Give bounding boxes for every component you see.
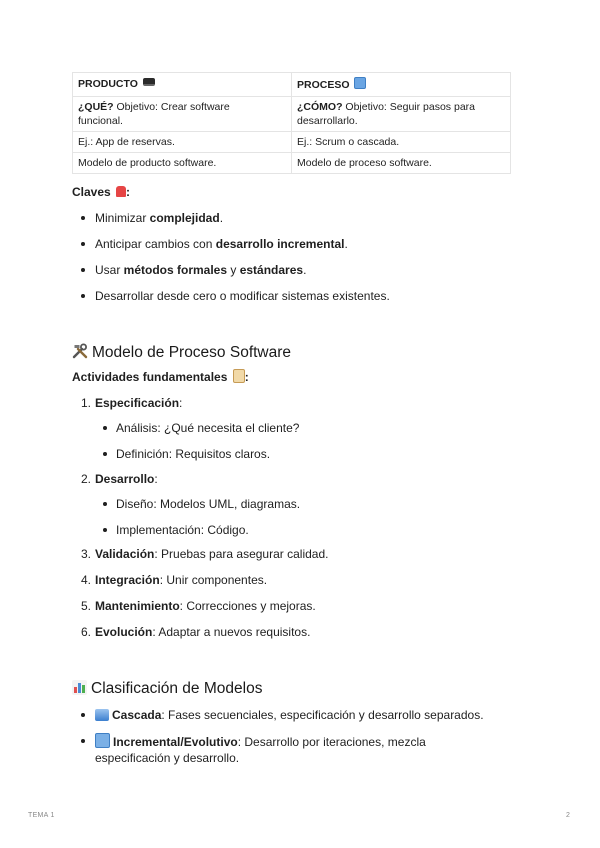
comparison-table: [72, 72, 511, 174]
table-row: [73, 132, 511, 153]
table-header-row: [73, 73, 511, 97]
footer-chapter: TEMA 1: [28, 812, 55, 819]
repeat-icon: [95, 733, 110, 748]
header-proceso: PROCESO: [292, 73, 511, 97]
list-item: Diseño: Modelos UML, diagramas.: [116, 496, 300, 522]
list-item: 6. Evolución: Adaptar a nuevos requisitos.: [80, 625, 311, 639]
list-item: Anticipar cambios con desarrollo incremental.: [95, 236, 390, 262]
actividades-label: Actividades fundamentales :: [72, 370, 249, 384]
list-item: Usar métodos formales y estándares.: [95, 262, 390, 288]
table-row: [73, 97, 511, 132]
header-producto: PRODUCTO: [73, 73, 292, 97]
table-cell: Modelo de proceso software.: [292, 153, 511, 174]
section-title-clasificacion: Clasificación de Modelos: [72, 680, 262, 698]
cycle-icon: [354, 77, 366, 89]
list-item: 3. Validación: Pruebas para asegurar calidad.: [80, 547, 329, 561]
list-item: 4. Integración: Unir componentes.: [80, 573, 268, 587]
list-item: 5. Mantenimiento: Correcciones y mejoras.: [80, 599, 316, 613]
models-list: [95, 707, 484, 769]
steps-list: [80, 546, 329, 650]
steps-list: [80, 471, 158, 496]
list-item: Minimizar complejidad.: [95, 210, 390, 236]
alarm-icon: [116, 186, 126, 197]
footer-page-number: 2: [566, 812, 571, 819]
list-item: Implementación: Código.: [116, 522, 300, 548]
table-row: [73, 153, 511, 174]
tools-icon: [72, 343, 88, 359]
bar-chart-icon: [72, 680, 87, 695]
list-item: 1. Especificación:: [80, 396, 183, 410]
dev-sublist: [116, 496, 300, 548]
table-cell: Ej.: Scrum o cascada.: [292, 132, 511, 153]
table-cell: Modelo de producto software.: [73, 153, 292, 174]
list-item: Análisis: ¿Qué necesita el cliente?: [116, 420, 299, 446]
monitor-icon: [143, 78, 155, 86]
list-item: 2. Desarrollo:: [80, 472, 158, 486]
section-title-proceso: Modelo de Proceso Software: [72, 343, 291, 362]
list-item: Desarrollar desde cero o modificar sistemas existentes.: [95, 288, 390, 314]
spec-sublist: [116, 420, 299, 472]
wave-icon: [95, 709, 109, 721]
claves-list: [95, 210, 390, 314]
table-cell: Ej.: App de reservas.: [73, 132, 292, 153]
list-item: Definición: Requisitos claros.: [116, 446, 299, 472]
clipboard-icon: [233, 369, 245, 383]
table-cell: ¿QUÉ? Objetivo: Crear software funcional.: [73, 97, 292, 132]
table-cell: ¿CÓMO? Objetivo: Seguir pasos para desarrollarlo.: [292, 97, 511, 132]
list-item: Cascada: Fases secuenciales, especificación y desarrollo separados.: [95, 707, 484, 733]
steps-list: [80, 395, 183, 420]
list-item: Incremental/Evolutivo: Desarrollo por iteraciones, mezcla especificación y desarrollo.: [95, 733, 484, 769]
claves-label: Claves :: [72, 185, 131, 199]
